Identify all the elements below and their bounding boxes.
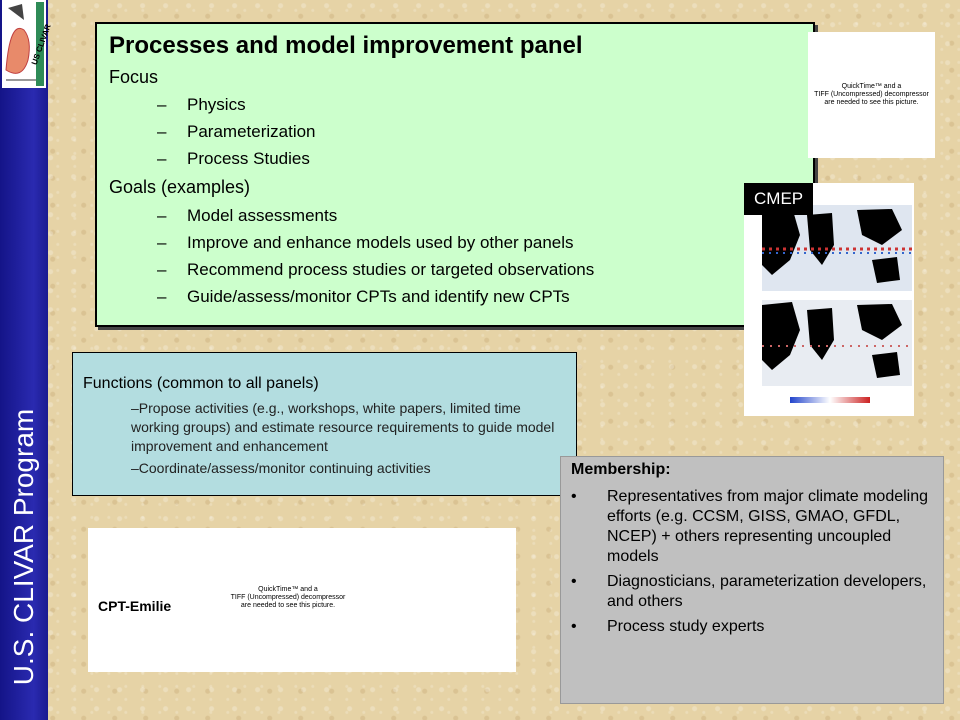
membership-title: Membership: bbox=[571, 461, 671, 478]
dash: – bbox=[157, 95, 167, 114]
cpt-emilie-panel bbox=[88, 528, 516, 672]
cpt-emilie-label: CPT-Emilie bbox=[98, 598, 172, 614]
dash: – bbox=[157, 287, 167, 306]
functions-item: –Propose activities (e.g., workshops, white papers, limited time working groups) and estimate resource requirements to guide model improvement and enhancement bbox=[131, 400, 555, 454]
membership-item bbox=[571, 617, 941, 637]
ocean-map-top bbox=[762, 205, 912, 291]
goals-item bbox=[157, 260, 594, 280]
goals-item bbox=[157, 287, 570, 307]
focus-item-label: Process Studies bbox=[187, 149, 310, 168]
quicktime-line: are needed to see this picture. bbox=[240, 602, 336, 609]
goals-item-label: Improve and enhance models used by other panels bbox=[187, 233, 574, 252]
dash: – bbox=[157, 206, 167, 225]
quicktime-line: are needed to see this picture. bbox=[824, 99, 919, 106]
goals-item-label: Model assessments bbox=[187, 206, 338, 225]
ocean-map-bottom bbox=[762, 300, 912, 386]
cmep-label: CMEP bbox=[744, 183, 813, 215]
goals-item-label: Recommend process studies or targeted observations bbox=[187, 260, 595, 279]
membership-panel bbox=[560, 456, 944, 704]
dash: – bbox=[157, 122, 167, 141]
membership-item-text: Representatives from major climate modeling efforts (e.g. CCSM, GISS, GMAO, GFDL, NCEP) + others representing uncoupled models bbox=[607, 488, 929, 565]
dash: – bbox=[157, 260, 167, 279]
dash: – bbox=[157, 149, 167, 168]
quicktime-line: QuickTime™ and a bbox=[841, 83, 902, 90]
panel-title: Processes and model improvement panel bbox=[109, 32, 583, 59]
goals-item bbox=[157, 233, 574, 253]
focus-item bbox=[157, 122, 316, 142]
quicktime-line: TIFF (Uncompressed) decompressor bbox=[230, 594, 346, 601]
quicktime-line: TIFF (Uncompressed) decompressor bbox=[814, 91, 929, 98]
goals-heading: Goals (examples) bbox=[109, 177, 251, 197]
focus-item-label: Physics bbox=[187, 95, 246, 114]
quicktime-placeholder-image bbox=[218, 583, 358, 613]
membership-item bbox=[571, 572, 941, 612]
membership-item-text: Diagnosticians, parameterization developers, and others bbox=[607, 573, 927, 610]
quicktime-line: QuickTime™ and a bbox=[258, 586, 318, 593]
vertical-program-title: U.S. CLIVAR Program bbox=[8, 408, 40, 686]
goals-item-label: Guide/assess/monitor CPTs and identify new CPTs bbox=[187, 287, 570, 306]
membership-item bbox=[571, 487, 941, 567]
dash: – bbox=[157, 233, 167, 252]
sidebar bbox=[0, 0, 53, 720]
logo-text: US CLIVAR bbox=[29, 22, 53, 67]
focus-item bbox=[157, 149, 310, 169]
vertical-program-title-container bbox=[4, 382, 44, 712]
us-clivar-logo bbox=[2, 0, 53, 88]
bullet: • bbox=[571, 618, 577, 635]
functions-item: –Coordinate/assess/monitor continuing activities bbox=[131, 460, 431, 476]
quicktime-placeholder-image bbox=[808, 32, 935, 158]
focus-item-label: Parameterization bbox=[187, 122, 316, 141]
processes-panel bbox=[95, 22, 815, 327]
bullet: • bbox=[571, 488, 577, 505]
functions-panel bbox=[72, 352, 577, 496]
goals-item bbox=[157, 206, 337, 226]
bullet: • bbox=[571, 573, 577, 590]
focus-item bbox=[157, 95, 246, 115]
membership-item-text: Process study experts bbox=[607, 618, 765, 635]
map-colorbar bbox=[790, 397, 870, 403]
functions-title: Functions (common to all panels) bbox=[83, 375, 319, 392]
focus-heading: Focus bbox=[109, 67, 159, 87]
